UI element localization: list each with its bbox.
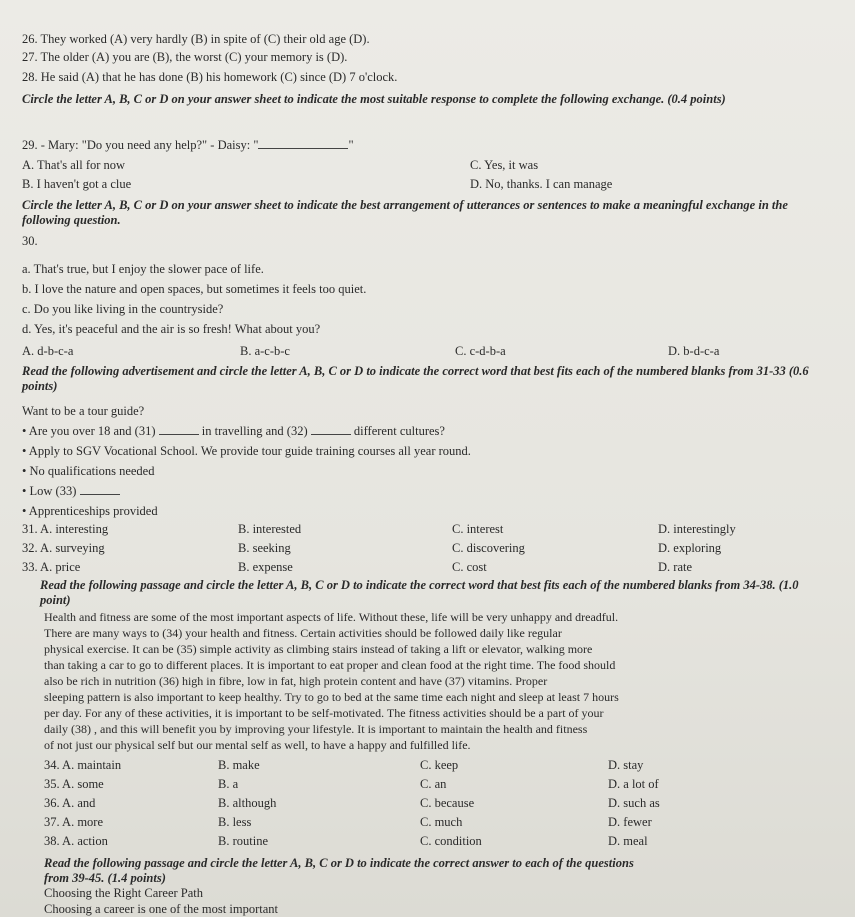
passage-line: of not just our physical self but our mental self as well, to have a happy and fulfilled life. — [44, 738, 471, 752]
passage-line: There are many ways to (34) your health and fitness. Certain activities should be followed daily like regular — [44, 626, 562, 640]
blank-33 — [80, 484, 120, 495]
option-32-c[interactable]: C. discovering — [452, 541, 525, 555]
option-31-d[interactable]: D. interestingly — [658, 522, 736, 536]
option-32-a[interactable]: 32. A. surveying — [22, 541, 105, 555]
blank-31 — [159, 424, 199, 435]
option-37-b[interactable]: B. less — [218, 815, 252, 829]
option-32-b[interactable]: B. seeking — [238, 541, 291, 555]
instruction-passage-39-45: Read the following passage and circle the letter A, B, C or D to indicate the correct answer to each of the questions — [44, 856, 634, 870]
option-31-c[interactable]: C. interest — [452, 522, 504, 536]
ad-title: Want to be a tour guide? — [22, 404, 145, 418]
option-33-c[interactable]: C. cost — [452, 560, 487, 574]
option-33-a[interactable]: 33. A. price — [22, 560, 81, 574]
question-29-close: " — [348, 138, 354, 152]
option-34-b[interactable]: B. make — [218, 758, 260, 772]
instruction-exchange: Circle the letter A, B, C or D on your answer sheet to indicate the most suitable response to complete the following exchange. (0.4 points) — [22, 92, 726, 106]
instruction-passage-34-38: Read the following passage and circle the letter A, B, C or D to indicate the correct word that best fits each of the numbered blanks from 34-38. (1.0 point) — [40, 578, 799, 607]
option-35-c[interactable]: C. an — [420, 777, 447, 791]
ad-line-1-part-a: • Are you over 18 and (31) — [22, 424, 156, 438]
option-35-b[interactable]: B. a — [218, 777, 239, 791]
option-34-a[interactable]: 34. A. maintain — [44, 758, 122, 772]
passage-2-title: Choosing the Right Career Path — [44, 886, 204, 900]
ad-line-4 — [22, 484, 120, 499]
ad-line-3: • No qualifications needed — [22, 464, 155, 478]
option-31-b[interactable]: B. interested — [238, 522, 302, 536]
option-30-d[interactable]: D. b-d-c-a — [668, 344, 720, 358]
question-30-number: 30. — [22, 234, 38, 248]
option-37-a[interactable]: 37. A. more — [44, 815, 104, 829]
option-30-b[interactable]: B. a-c-b-c — [240, 344, 290, 358]
option-36-b[interactable]: B. although — [218, 796, 277, 810]
question-27: 27. The older (A) you are (B), the worst (C) your memory is (D). — [22, 50, 348, 64]
option-29-c[interactable]: C. Yes, it was — [470, 158, 539, 172]
option-38-b[interactable]: B. routine — [218, 834, 268, 848]
option-38-d[interactable]: D. meal — [608, 834, 648, 848]
ad-line-2: • Apply to SGV Vocational School. We provide tour guide training courses all year round. — [22, 444, 471, 458]
blank-32 — [311, 424, 351, 435]
question-29 — [22, 138, 354, 153]
passage-line: Health and fitness are some of the most important aspects of life. Without these, life will be very unhappy and dreadful. — [44, 610, 619, 624]
option-29-b[interactable]: B. I haven't got a clue — [22, 177, 132, 191]
instruction-advertisement: Read the following advertisement and circle the letter A, B, C or D to indicate the correct word that best fits each of the numbered blanks from 31-33 (0.6 points) — [22, 364, 809, 393]
option-30-a[interactable]: A. d-b-c-a — [22, 344, 74, 358]
option-33-d[interactable]: D. rate — [658, 560, 693, 574]
option-36-c[interactable]: C. because — [420, 796, 475, 810]
instruction-passage-39-45-cont: from 39-45. (1.4 points) — [44, 871, 166, 885]
option-34-c[interactable]: C. keep — [420, 758, 459, 772]
passage-line: daily (38) , and this will benefit you by improving your lifestyle. It is important to maintain the health and fitness — [44, 722, 588, 736]
ad-line-5: • Apprenticeships provided — [22, 504, 158, 518]
q30-line-c: c. Do you like living in the countryside? — [22, 302, 224, 316]
option-38-c[interactable]: C. condition — [420, 834, 482, 848]
passage-2-line: Choosing a career is one of the most important — [44, 902, 278, 916]
passage-line: per day. For any of these activities, it is important to be self-motivated. The fitness activities should be a part of your — [44, 706, 604, 720]
answer-blank — [258, 138, 348, 149]
passage-line: than taking a car to go to different places. It is important to eat proper and clean food at the right time. The food should — [44, 658, 616, 672]
ad-line-4-text: • Low (33) — [22, 484, 77, 498]
question-29-text: 29. - Mary: "Do you need any help?" - Daisy: " — [22, 138, 259, 152]
option-30-c[interactable]: C. c-d-b-a — [455, 344, 506, 358]
option-36-a[interactable]: 36. A. and — [44, 796, 96, 810]
passage-line: physical exercise. It can be (35) simple activity as climbing stairs instead of taking a lift or elevator, walking more — [44, 642, 593, 656]
passage-line: sleeping pattern is also important to keep healthy. Try to go to bed at the same time each night and sleep at least 7 hours — [44, 690, 619, 704]
option-35-d[interactable]: D. a lot of — [608, 777, 659, 791]
option-37-d[interactable]: D. fewer — [608, 815, 652, 829]
option-33-b[interactable]: B. expense — [238, 560, 293, 574]
question-28: 28. He said (A) that he has done (B) his homework (C) since (D) 7 o'clock. — [22, 70, 398, 84]
q30-line-b: b. I love the nature and open spaces, but sometimes it feels too quiet. — [22, 282, 367, 296]
instruction-arrangement: Circle the letter A, B, C or D on your answer sheet to indicate the best arrangement of utterances or sentences to make a meaningful exchange in the following question. — [22, 198, 788, 227]
ad-line-1 — [22, 424, 445, 439]
option-34-d[interactable]: D. stay — [608, 758, 644, 772]
option-31-a[interactable]: 31. A. interesting — [22, 522, 109, 536]
ad-line-1-part-c: different cultures? — [353, 424, 445, 438]
option-29-a[interactable]: A. That's all for now — [22, 158, 126, 172]
option-29-d[interactable]: D. No, thanks. I can manage — [470, 177, 613, 191]
q30-line-a: a. That's true, but I enjoy the slower pace of life. — [22, 262, 264, 276]
option-37-c[interactable]: C. much — [420, 815, 463, 829]
option-36-d[interactable]: D. such as — [608, 796, 660, 810]
ad-line-1-part-b: in travelling and (32) — [201, 424, 308, 438]
question-26: 26. They worked (A) very hardly (B) in spite of (C) their old age (D). — [22, 32, 370, 46]
q30-line-d: d. Yes, it's peaceful and the air is so fresh! What about you? — [22, 322, 321, 336]
passage-line: also be rich in nutrition (36) high in fibre, low in fat, high protein content and have (37) vitamins. Proper — [44, 674, 548, 688]
option-32-d[interactable]: D. exploring — [658, 541, 722, 555]
option-38-a[interactable]: 38. A. action — [44, 834, 108, 848]
option-35-a[interactable]: 35. A. some — [44, 777, 104, 791]
